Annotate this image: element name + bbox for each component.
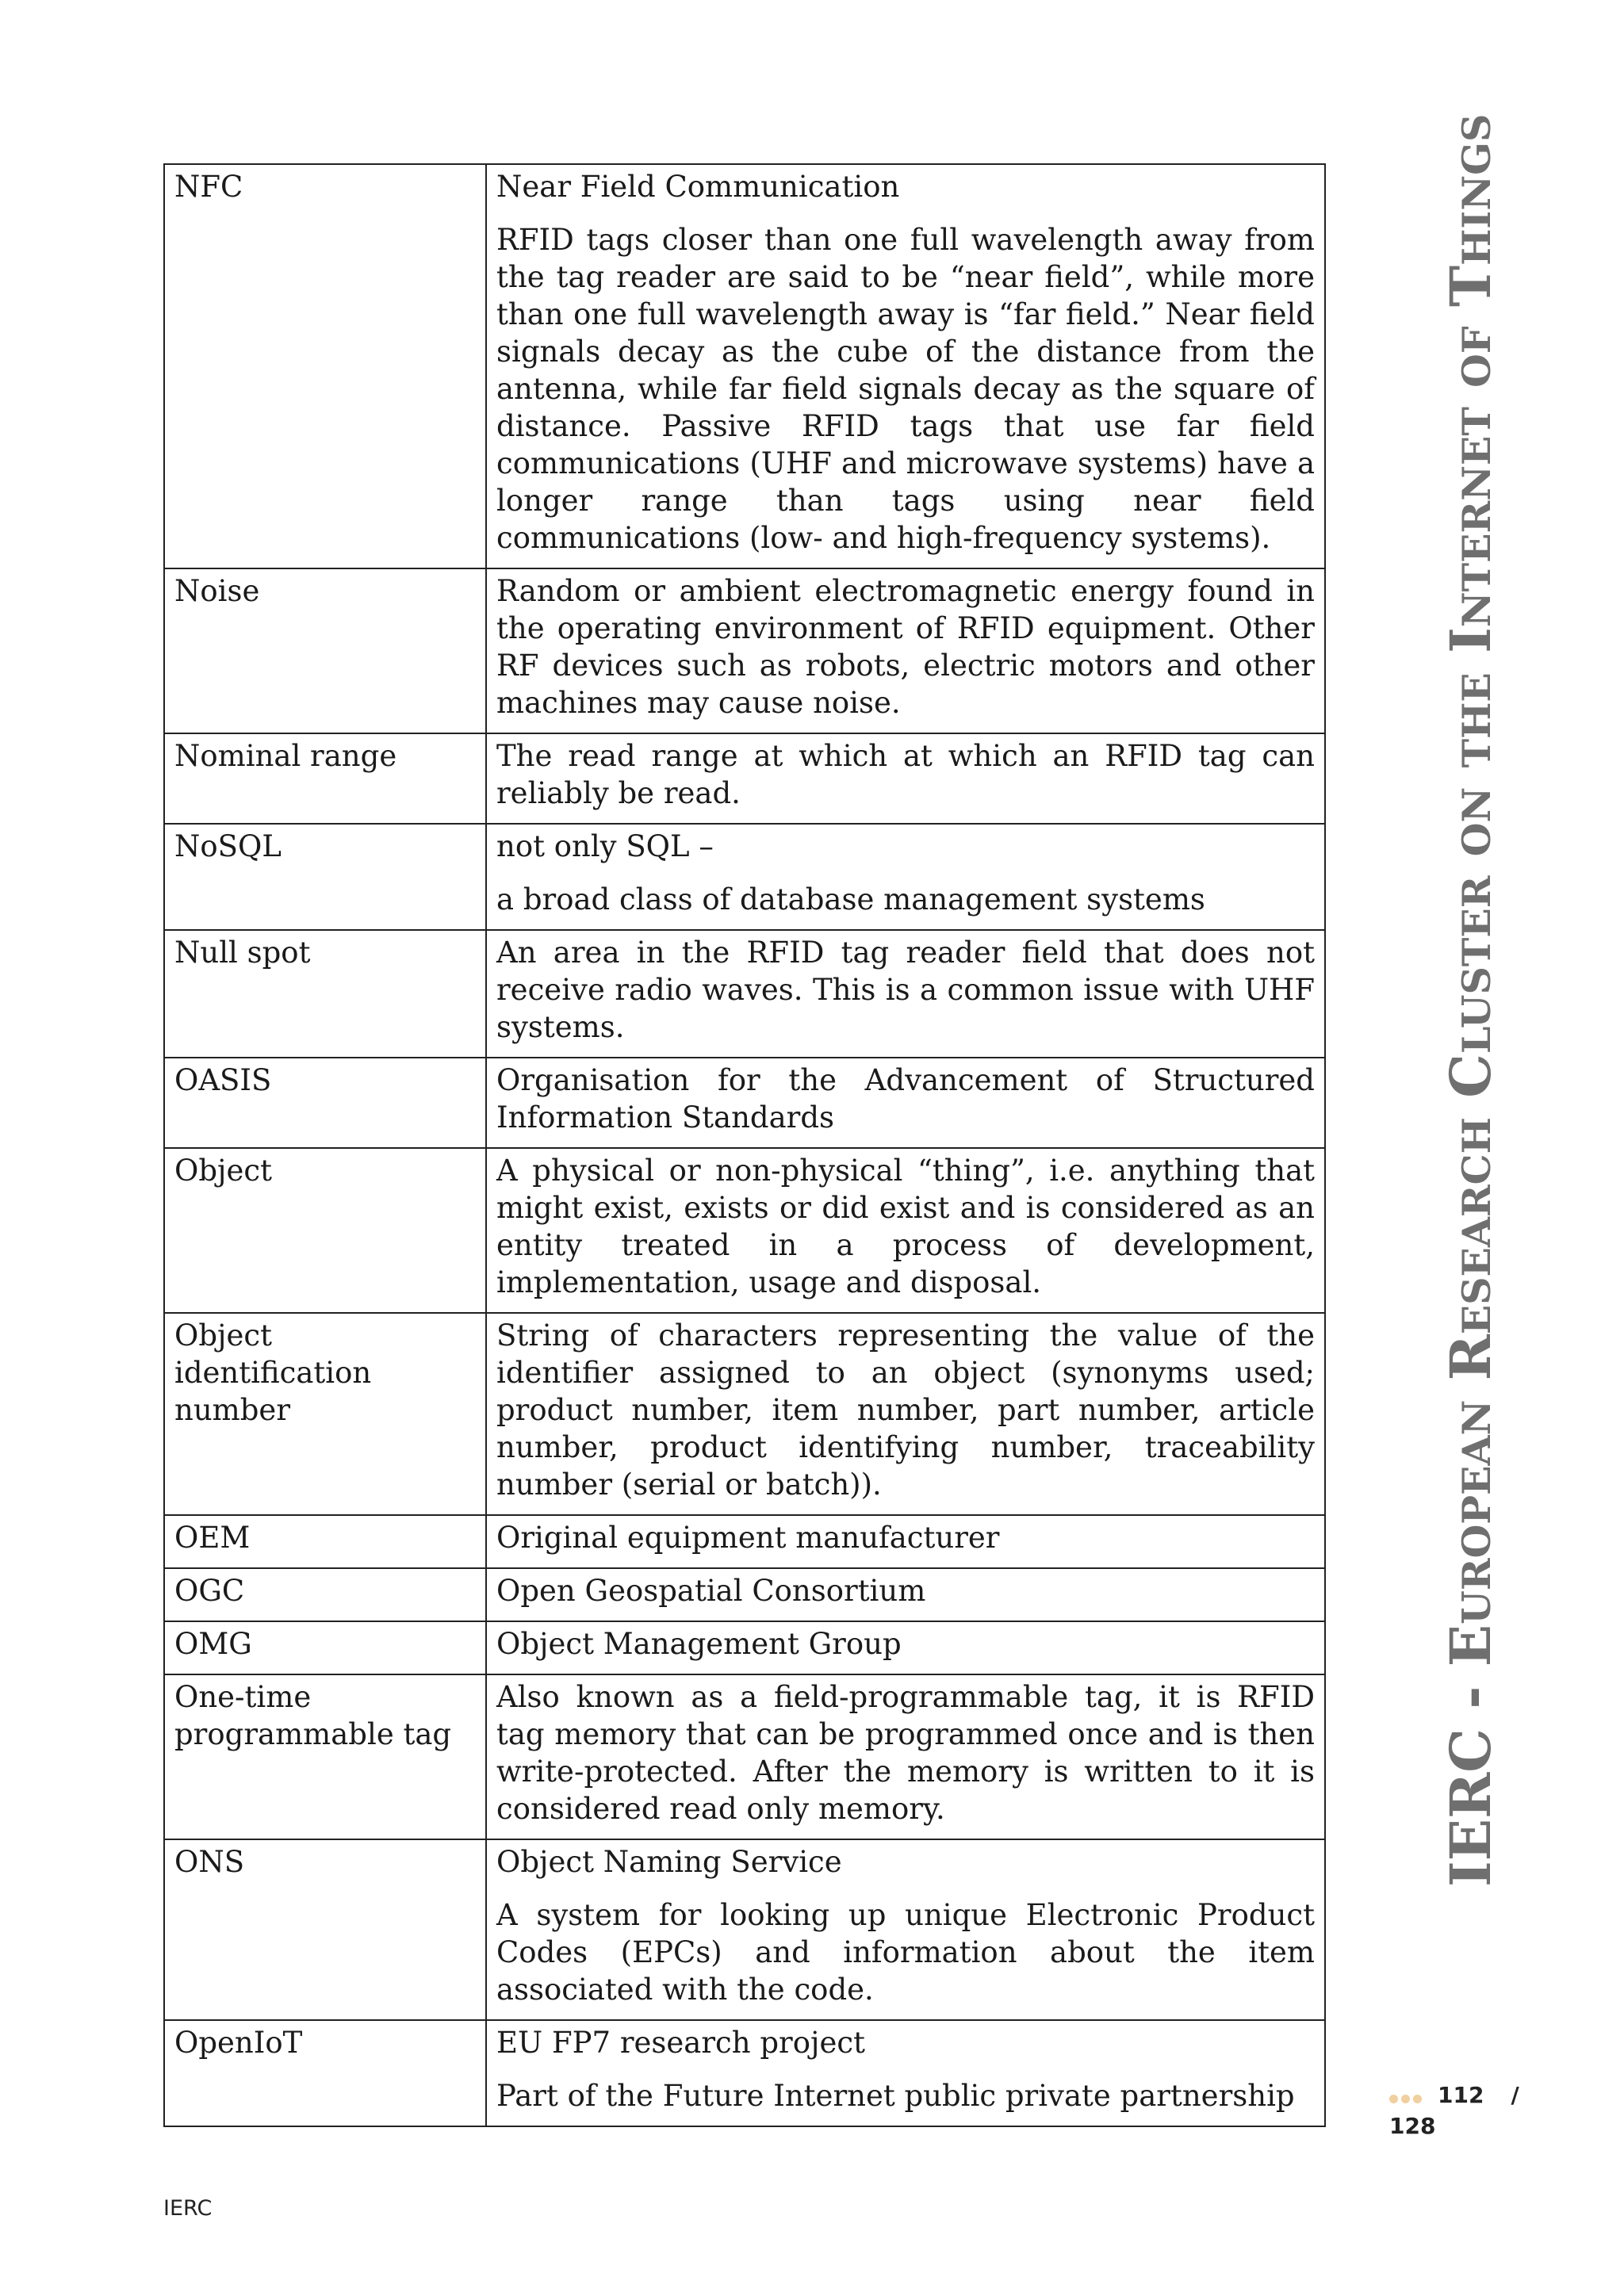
glossary-definition bbox=[486, 568, 1325, 733]
definition-paragraph: Also known as a field-programmable tag, it is RFID tag memory that can be programmed once and is then write-protected. After the memory is written to it is considered read only memory. bbox=[496, 1680, 1315, 1826]
definition-paragraph: Organisation for the Advancement of Structured Information Standards bbox=[496, 1063, 1315, 1135]
page-dots-icon bbox=[1389, 2081, 1425, 2111]
glossary-definition bbox=[486, 1621, 1325, 1674]
definition-paragraph: Original equipment manufacturer bbox=[496, 1521, 1000, 1555]
glossary-row bbox=[164, 1515, 1325, 1568]
glossary-definition bbox=[486, 2020, 1325, 2126]
glossary-definition bbox=[486, 1674, 1325, 1839]
page-separator: / bbox=[1511, 2082, 1519, 2108]
definition-paragraph: Open Geospatial Consortium bbox=[496, 1574, 926, 1608]
glossary-definition bbox=[486, 164, 1325, 568]
glossary-term: One-time programmable tag bbox=[164, 1674, 486, 1839]
glossary-term: NoSQL bbox=[164, 824, 486, 930]
side-title: IERC - European Research Cluster on the Internet of Things bbox=[1438, 113, 1503, 1887]
definition-paragraph: An area in the RFID tag reader field that does not receive radio waves. This is a common issue with UHF systems. bbox=[496, 936, 1315, 1044]
definition-paragraph: Near Field Communication bbox=[496, 170, 900, 204]
glossary-row bbox=[164, 930, 1325, 1058]
glossary-definition bbox=[486, 930, 1325, 1058]
definition-paragraph: Object Naming Service bbox=[496, 1845, 842, 1879]
glossary-row bbox=[164, 1568, 1325, 1621]
page-current: 112 bbox=[1438, 2082, 1484, 2108]
glossary-row bbox=[164, 1058, 1325, 1148]
glossary-term: Null spot bbox=[164, 930, 486, 1058]
definition-paragraph: a broad class of database management systems bbox=[496, 882, 1205, 916]
page-number bbox=[1389, 2080, 1580, 2141]
glossary-term: OEM bbox=[164, 1515, 486, 1568]
glossary-term: Noise bbox=[164, 568, 486, 733]
glossary-body bbox=[164, 164, 1325, 2126]
glossary-row bbox=[164, 733, 1325, 824]
glossary-row bbox=[164, 1674, 1325, 1839]
definition-paragraph: Part of the Future Internet public private partnership bbox=[496, 2079, 1295, 2113]
glossary-definition bbox=[486, 1313, 1325, 1515]
page-total: 128 bbox=[1389, 2113, 1436, 2139]
glossary-row bbox=[164, 2020, 1325, 2126]
glossary-row bbox=[164, 568, 1325, 733]
definition-paragraph: Object Management Group bbox=[496, 1627, 902, 1661]
definition-paragraph: The read range at which at which an RFID tag can reliably be read. bbox=[496, 739, 1315, 810]
glossary-term: OMG bbox=[164, 1621, 486, 1674]
glossary-term: NFC bbox=[164, 164, 486, 568]
glossary-definition bbox=[486, 1058, 1325, 1148]
glossary-row bbox=[164, 1621, 1325, 1674]
glossary-term: OpenIoT bbox=[164, 2020, 486, 2126]
definition-paragraph: EU FP7 research project bbox=[496, 2026, 865, 2060]
glossary-definition bbox=[486, 1568, 1325, 1621]
definition-paragraph: String of characters representing the value of the identifier assigned to an object (synonyms used; product number, item number, part number, article number, product identifying number, traceability number (serial or batch)). bbox=[496, 1318, 1315, 1502]
glossary-term: Object identification number bbox=[164, 1313, 486, 1515]
footer-label: IERC bbox=[163, 2196, 213, 2221]
glossary-term: OGC bbox=[164, 1568, 486, 1621]
definition-paragraph: A system for looking up unique Electronic Product Codes (EPCs) and information about the item associated with the code. bbox=[496, 1898, 1315, 2007]
glossary-row bbox=[164, 1839, 1325, 2020]
glossary-definition bbox=[486, 733, 1325, 824]
glossary-table bbox=[163, 163, 1326, 2127]
glossary-row bbox=[164, 164, 1325, 568]
glossary-definition bbox=[486, 824, 1325, 930]
definition-paragraph: RFID tags closer than one full wavelength away from the tag reader are said to be “near field”, while more than one full wavelength away is “far field.” Near field signals decay as the cube of the distance from the antenna, while far field signals decay as the square of distance. Passive RFID tags that use far field communications (UHF and microwave systems) have a longer range than tags using near field communications (low- and high-frequency systems). bbox=[496, 223, 1315, 555]
glossary-row bbox=[164, 1313, 1325, 1515]
definition-paragraph: Random or ambient electromagnetic energy found in the operating environment of RFID equipment. Other RF devices such as robots, electric motors and other machines may cause noise. bbox=[496, 574, 1315, 720]
glossary-definition bbox=[486, 1515, 1325, 1568]
glossary-term: ONS bbox=[164, 1839, 486, 2020]
glossary-row bbox=[164, 1148, 1325, 1313]
definition-paragraph: A physical or non-physical “thing”, i.e. anything that might exist, exists or did exist and is considered as an entity treated in a process of development, implementation, usage and disposal. bbox=[496, 1154, 1315, 1299]
glossary-term: Object bbox=[164, 1148, 486, 1313]
glossary-row bbox=[164, 824, 1325, 930]
glossary-definition bbox=[486, 1839, 1325, 2020]
definition-paragraph: not only SQL – bbox=[496, 829, 714, 863]
glossary-term: Nominal range bbox=[164, 733, 486, 824]
glossary-term: OASIS bbox=[164, 1058, 486, 1148]
glossary-definition bbox=[486, 1148, 1325, 1313]
